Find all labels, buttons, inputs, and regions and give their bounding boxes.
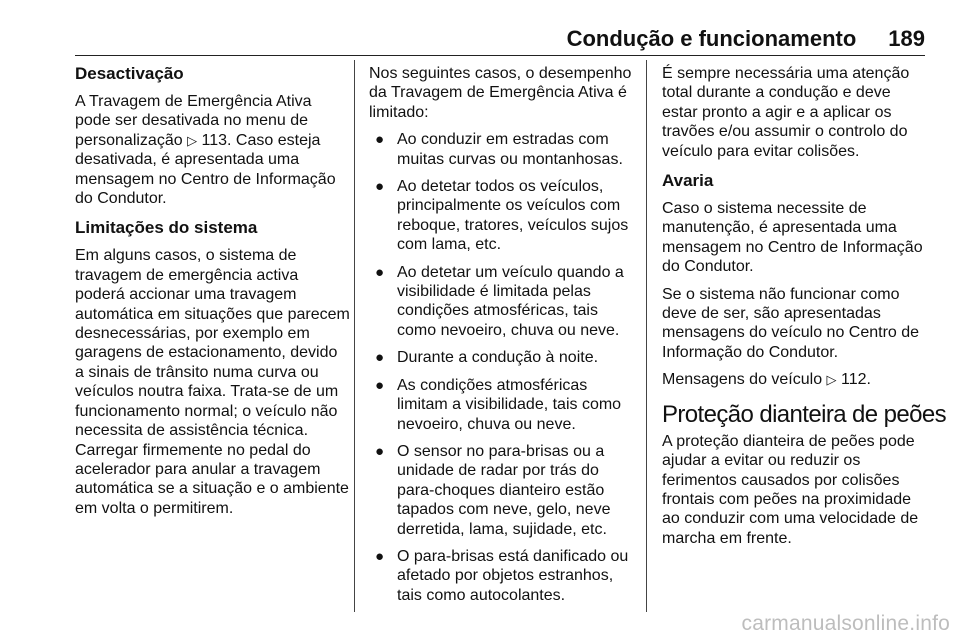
heading-limitacoes: Limitações do sistema [75, 218, 258, 238]
list-item: ● O para-brisas está danificado ou afetado por objetos estranhos, tais como autocolantes. [375, 547, 629, 604]
heading-desactivacao: Desactivação [75, 64, 184, 83]
column-right [662, 64, 947, 556]
page-ref-icon: ▷ [826, 372, 837, 388]
heading-protecao: Proteção dianteira de peões [662, 400, 947, 428]
limitations-list [369, 130, 637, 605]
bullet-icon: ● [375, 442, 385, 460]
bullet-icon: ● [375, 349, 385, 367]
paragraph-avaria-1: Caso o sistema necessite de manutenção, é apresentada uma mensagem no Centro de Informação do Condutor. [662, 200, 923, 276]
paragraph-protecao: A proteção dianteira de peões pode ajudar a evitar ou reduzir os ferimentos causados por colisões frontais com peões na proximidade ao conduzir com uma velocidade de marcha em frente. [662, 432, 919, 547]
list-item: ● Durante a condução à noite. [375, 349, 599, 367]
paragraph-desactivacao: A Travagem de Emergência Ativa pode ser desativada no menu de personalização ▷ 113. Caso esteja desativada, é apresentada uma mensagem no Centro de Informação do Condutor. [75, 93, 336, 208]
page-number: 189 [888, 26, 925, 51]
list-item: ● Ao detetar todos os veículos, principalmente os veículos com reboque, tratores, veículos sujos com lama, etc. [375, 178, 629, 254]
bullet-icon: ● [375, 376, 385, 394]
bullet-icon: ● [375, 131, 385, 149]
paragraph-intro: Nos seguintes casos, o desempenho da Travagem de Emergência Ativa é limitado: [369, 65, 632, 121]
column-left [75, 64, 350, 526]
list-item: ● As condições atmosféricas limitam a visibilidade, tais como nevoeiro, chuva ou neve. [375, 376, 622, 433]
paragraph-atencao: É sempre necessária uma atenção total durante a condução e deve estar pronto a agir e a aplicar os travões e/ou assumir o controlo do veículo para evitar colisões. [662, 65, 910, 160]
page-ref-icon: ▷ [187, 132, 198, 148]
paragraph-mensagens: Mensagens do veículo ▷ 112. [662, 371, 871, 389]
column-divider-left [354, 60, 355, 612]
watermark: carmanualsonline.info [741, 612, 950, 635]
list-item: ● O sensor no para-brisas ou a unidade de radar por trás do para-choques dianteiro estão tapados com neve, gelo, neve derretida, lama, sujidade, etc. [375, 442, 611, 538]
heading-avaria: Avaria [662, 171, 714, 191]
page-header [75, 26, 925, 56]
list-item: ● Ao detetar um veículo quando a visibilidade é limitada pelas condições atmosféricas, tais como nevoeiro, chuva ou neve. [375, 263, 624, 339]
column-middle [369, 64, 637, 613]
bullet-icon: ● [375, 178, 385, 196]
bullet-icon: ● [375, 547, 385, 565]
paragraph-limitacoes: Em alguns casos, o sistema de travagem de emergência activa poderá accionar uma travagem automática em situações que parecem desnecessárias, por exemplo em garagens de estacionamento, devido a sinais de trânsito numa curva ou veículos noutra faixa. Trata-se de um funcionamento normal; o veículo não necessita de assistência técnica. Carregar firmemente no pedal do acelerador para anular a travagem automática se a situação e o ambiente em volta o permitirem. [75, 247, 350, 517]
chapter-title: Condução e funcionamento [566, 26, 857, 51]
list-item: ● Ao conduzir em estradas com muitas curvas ou montanhosas. [375, 131, 623, 168]
column-divider-right [646, 60, 647, 612]
paragraph-avaria-2: Se o sistema não funcionar como deve de ser, são apresentadas mensagens do veículo no Centro de Informação do Condutor. [662, 285, 920, 361]
bullet-icon: ● [375, 263, 385, 281]
